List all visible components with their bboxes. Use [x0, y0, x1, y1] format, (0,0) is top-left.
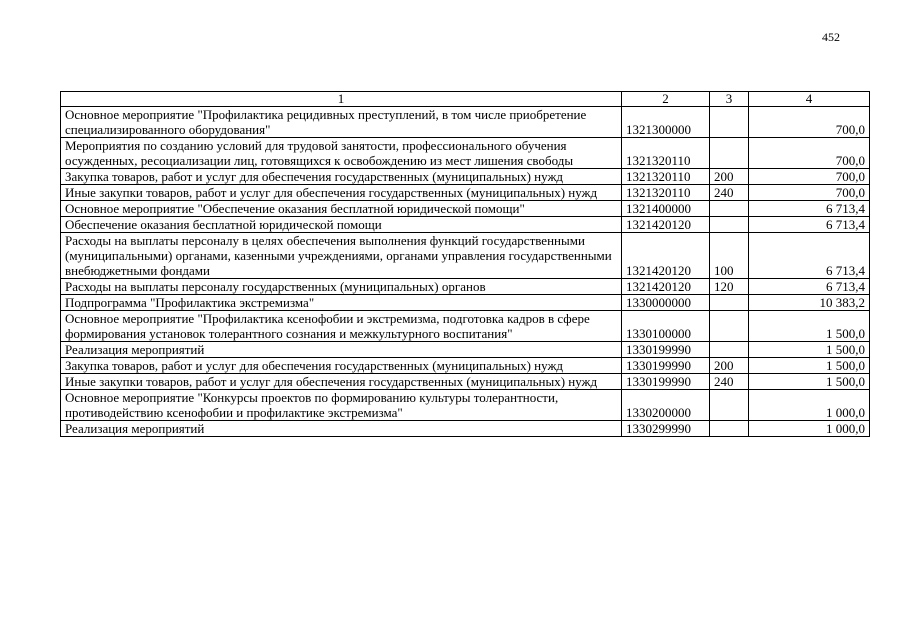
table-row — [61, 233, 870, 279]
description-cell: Закупка товаров, работ и услуг для обеспечения государственных (муниципальных) нужд — [61, 358, 622, 374]
column-header: 1 — [61, 92, 622, 107]
amount-cell: 6 713,4 — [749, 279, 870, 295]
table-row — [61, 421, 870, 437]
expense-type-cell: 120 — [710, 279, 749, 295]
table-row — [61, 295, 870, 311]
column-header: 4 — [749, 92, 870, 107]
target-code-cell: 1321320110 — [622, 185, 710, 201]
table-row — [61, 107, 870, 138]
target-code-cell: 1321320110 — [622, 169, 710, 185]
expense-type-cell — [710, 421, 749, 437]
table-row — [61, 311, 870, 342]
expense-type-cell — [710, 311, 749, 342]
amount-cell: 1 000,0 — [749, 390, 870, 421]
description-cell: Мероприятия по созданию условий для трудовой занятости, профессионального обучения осужденных, ресоциализации лиц, готовящихся к освобождению из мест лишения свободы — [61, 138, 622, 169]
budget-table — [60, 91, 870, 437]
table-row — [61, 342, 870, 358]
expense-type-cell: 200 — [710, 169, 749, 185]
table-row — [61, 217, 870, 233]
table-row — [61, 358, 870, 374]
amount-cell: 6 713,4 — [749, 217, 870, 233]
description-cell: Основное мероприятие "Конкурсы проектов по формированию культуры толерантности, противодействию ксенофобии и профилактике экстремизма" — [61, 390, 622, 421]
description-cell: Основное мероприятие "Обеспечение оказания бесплатной юридической помощи" — [61, 201, 622, 217]
description-cell: Расходы на выплаты персоналу государственных (муниципальных) органов — [61, 279, 622, 295]
description-cell: Закупка товаров, работ и услуг для обеспечения государственных (муниципальных) нужд — [61, 169, 622, 185]
amount-cell: 10 383,2 — [749, 295, 870, 311]
target-code-cell: 1321420120 — [622, 217, 710, 233]
amount-cell: 6 713,4 — [749, 201, 870, 217]
table-row — [61, 374, 870, 390]
amount-cell: 1 500,0 — [749, 358, 870, 374]
target-code-cell: 1330200000 — [622, 390, 710, 421]
target-code-cell: 1321400000 — [622, 201, 710, 217]
expense-type-cell: 100 — [710, 233, 749, 279]
description-cell: Реализация мероприятий — [61, 342, 622, 358]
target-code-cell: 1330199990 — [622, 374, 710, 390]
table-row — [61, 185, 870, 201]
amount-cell: 1 500,0 — [749, 311, 870, 342]
amount-cell: 700,0 — [749, 169, 870, 185]
description-cell: Основное мероприятие "Профилактика рецидивных преступлений, в том числе приобретение специализированного оборудования" — [61, 107, 622, 138]
column-header: 2 — [622, 92, 710, 107]
description-cell: Реализация мероприятий — [61, 421, 622, 437]
description-cell: Иные закупки товаров, работ и услуг для обеспечения государственных (муниципальных) нужд — [61, 374, 622, 390]
page-number: 452 — [822, 30, 840, 44]
target-code-cell: 1330299990 — [622, 421, 710, 437]
column-header: 3 — [710, 92, 749, 107]
description-cell: Основное мероприятие "Профилактика ксенофобии и экстремизма, подготовка кадров в сфере формирования установок толерантного сознания и межкультурного воспитания" — [61, 311, 622, 342]
amount-cell: 6 713,4 — [749, 233, 870, 279]
expense-type-cell — [710, 201, 749, 217]
amount-cell: 1 500,0 — [749, 342, 870, 358]
amount-cell: 700,0 — [749, 107, 870, 138]
table-row — [61, 279, 870, 295]
target-code-cell: 1321320110 — [622, 138, 710, 169]
description-cell: Расходы на выплаты персоналу в целях обеспечения выполнения функций государственными (муниципальными) органами, казенными учреждениями, органами управления государственными внебюджетными фондами — [61, 233, 622, 279]
target-code-cell: 1330000000 — [622, 295, 710, 311]
expense-type-cell — [710, 107, 749, 138]
table-row — [61, 201, 870, 217]
expense-type-cell — [710, 138, 749, 169]
expense-type-cell: 240 — [710, 374, 749, 390]
target-code-cell: 1321420120 — [622, 279, 710, 295]
amount-cell: 1 000,0 — [749, 421, 870, 437]
target-code-cell: 1330199990 — [622, 342, 710, 358]
description-cell: Подпрограмма "Профилактика экстремизма" — [61, 295, 622, 311]
target-code-cell: 1330100000 — [622, 311, 710, 342]
amount-cell: 1 500,0 — [749, 374, 870, 390]
target-code-cell: 1321420120 — [622, 233, 710, 279]
table-header-row — [61, 92, 870, 107]
target-code-cell: 1330199990 — [622, 358, 710, 374]
description-cell: Иные закупки товаров, работ и услуг для обеспечения государственных (муниципальных) нужд — [61, 185, 622, 201]
target-code-cell: 1321300000 — [622, 107, 710, 138]
expense-type-cell — [710, 390, 749, 421]
expense-type-cell — [710, 295, 749, 311]
amount-cell: 700,0 — [749, 138, 870, 169]
table-row — [61, 390, 870, 421]
description-cell: Обеспечение оказания бесплатной юридической помощи — [61, 217, 622, 233]
expense-type-cell: 200 — [710, 358, 749, 374]
amount-cell: 700,0 — [749, 185, 870, 201]
expense-type-cell — [710, 342, 749, 358]
expense-type-cell: 240 — [710, 185, 749, 201]
expense-type-cell — [710, 217, 749, 233]
table-row — [61, 138, 870, 169]
table-row — [61, 169, 870, 185]
